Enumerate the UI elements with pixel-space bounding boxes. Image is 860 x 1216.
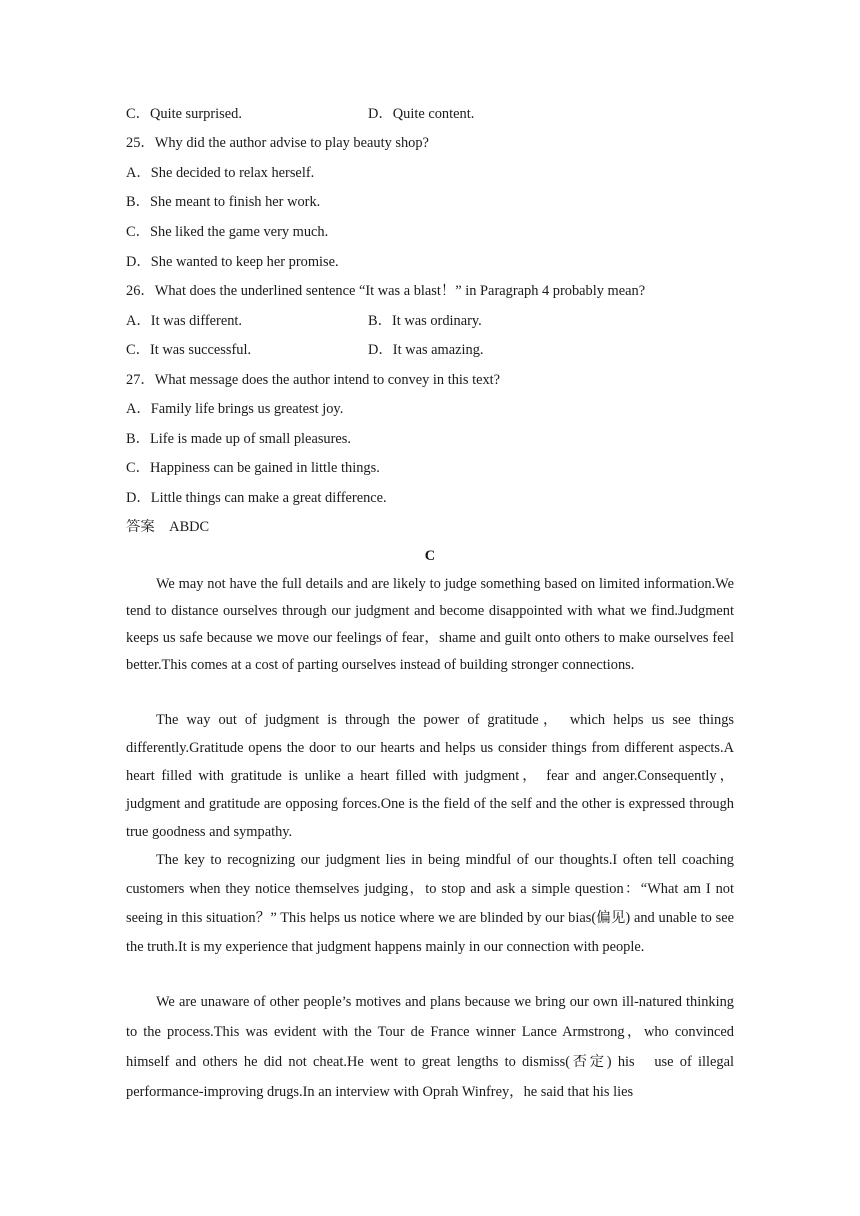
section-heading: C xyxy=(424,548,436,564)
option-c-27: C．Happiness can be gained in little things. xyxy=(126,460,380,476)
option-c-25: C．She liked the game very much. xyxy=(126,224,329,240)
passage-paragraph-1: We may not have the full details and are likely to judge something based on limited information.We tend to distance ourselves through our judgment and become disappointed with what we find.Judgment keeps us safe because we move our feelings of fear，shame and guilt onto others to make ourselves feel better.This comes at a cost of parting ourselves instead of building stronger connections. xyxy=(126,576,734,673)
passage-paragraph-2: The way out of judgment is through the power of gratitude， which helps us see things differently.Gratitude opens the door to our hearts and helps us consider things from different aspects.A heart filled with gratitude is unlike a heart filled with judgment， fear and anger.Consequently，judgment and gratitude are opposing forces.One is the field of the self and the other is expressed through true goodness and sympathy. xyxy=(126,712,734,840)
option-a-26: A．It was different. xyxy=(126,313,243,329)
option-b-26: B．It was ordinary. xyxy=(368,313,482,329)
option-a-27: A．Family life brings us greatest joy. xyxy=(126,401,344,417)
option-d-27: D．Little things can make a great difference. xyxy=(126,490,387,506)
question-24-options-cd xyxy=(126,104,734,124)
question-26-options-cd xyxy=(126,340,734,360)
option-d-24: D．Quite content. xyxy=(368,106,475,122)
passage-paragraph-3: The key to recognizing our judgment lies in being mindful of our thoughts.I often tell coaching customers when they notice themselves judging，to stop and ask a simple question：“What am I not seeing in this situation？” This helps us notice where we are blinded by our bias(偏见) and unable to see the truth.It is my experience that judgment happens mainly in our connection with people. xyxy=(126,852,734,955)
option-d-26: D．It was amazing. xyxy=(368,342,484,358)
option-c-24: C．Quite surprised. xyxy=(126,106,242,122)
question-26: 26．What does the underlined sentence “It was a blast！” in Paragraph 4 probably mean? xyxy=(126,283,646,299)
option-b-27: B．Life is made up of small pleasures. xyxy=(126,431,352,447)
option-a-25: A．She decided to relax herself. xyxy=(126,165,315,181)
option-b-25: B．She meant to finish her work. xyxy=(126,194,321,210)
passage-paragraph-4: We are unaware of other people’s motives and plans because we bring our own ill-natured thinking to the process.This was evident with the Tour de France winner Lance Armstrong，who convinced himself and others he did not cheat.He went to great lengths to dismiss(否定) his use of illegal performance-improving drugs.In an interview with Oprah Winfrey，he said that his lies xyxy=(126,994,734,1100)
answer-key: 答案 ABDC xyxy=(126,519,210,535)
question-27: 27．What message does the author intend to convey in this text? xyxy=(126,372,501,388)
option-c-26: C．It was successful. xyxy=(126,342,252,358)
question-25: 25．Why did the author advise to play beauty shop? xyxy=(126,135,429,151)
question-26-options-ab xyxy=(126,311,734,331)
option-d-25: D．She wanted to keep her promise. xyxy=(126,254,339,270)
